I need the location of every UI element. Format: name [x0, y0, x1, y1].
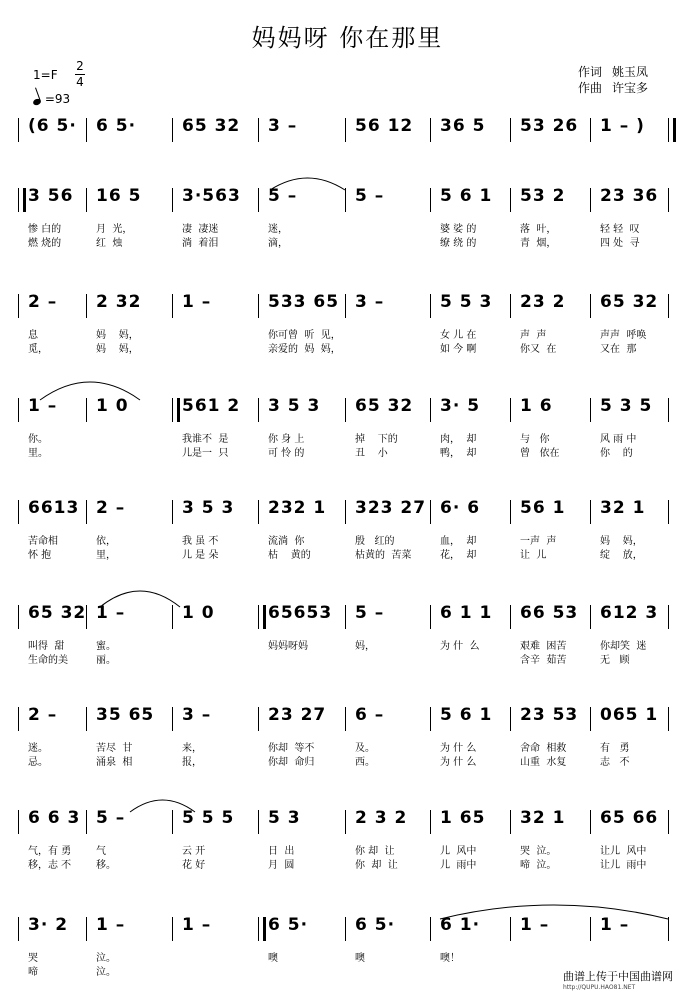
- measure-notes: 56 12: [355, 116, 414, 136]
- lyric-verse-1: 叫得 甜: [28, 641, 65, 652]
- lyric-verse-1: 你。: [28, 434, 48, 445]
- lyric-verse-1: 月 光，: [96, 224, 133, 235]
- lyricist-label: 作词: [578, 65, 603, 79]
- lyric-verse-2: 让 儿: [520, 550, 547, 561]
- lyric-verse-2: 花， 却: [440, 550, 477, 561]
- measure-notes: 6 5·: [355, 915, 396, 935]
- measure-notes: 3 56: [28, 186, 74, 206]
- measure-notes: 2 3 2: [355, 808, 408, 828]
- tempo-value: =93: [44, 92, 71, 106]
- lyric-verse-1: 轻 轻 叹: [600, 224, 640, 235]
- measure-notes: 3· 2: [28, 915, 69, 935]
- lyric-verse-2: 枯 黄的: [268, 550, 311, 561]
- measure-notes: 32 1: [600, 498, 646, 518]
- notation-line: [0, 705, 695, 768]
- measure-notes: 23 27: [268, 705, 327, 725]
- measure-notes: 6 5·: [96, 116, 137, 136]
- measure-notes: 5 6 1: [440, 705, 493, 725]
- measure-notes: 1 –: [96, 603, 126, 623]
- lyric-verse-2: 儿是一 只: [182, 448, 229, 459]
- lyric-verse-1: 掉 下的: [355, 434, 398, 445]
- measure-notes: 6 1 1: [440, 603, 493, 623]
- lyric-verse-2: 亲爱的 妈 妈，: [268, 344, 341, 355]
- measure-notes: 53 2: [520, 186, 566, 206]
- slur-marks: [0, 282, 695, 302]
- lyricist-line: [578, 64, 648, 80]
- lyric-verse-2: 移。: [96, 860, 116, 871]
- lyric-verse-2: 枯黄的 苦菜: [355, 550, 412, 561]
- lyric-verse-1: 血， 却: [440, 536, 477, 547]
- slur-marks: [0, 593, 695, 613]
- time-signature: [75, 60, 85, 89]
- lyric-verse-1: 与 你: [520, 434, 550, 445]
- slur-arc: [270, 178, 345, 190]
- lyric-verse-2: 儿 是 朵: [182, 550, 219, 561]
- lyric-verse-2: 让儿 雨中: [600, 860, 647, 871]
- lyric-verse-1: 你却 等不: [268, 743, 315, 754]
- lyric-verse-1: 艰难 困苦: [520, 641, 567, 652]
- notation-line: [0, 116, 695, 146]
- lyric-verse-2: 又在 那: [600, 344, 637, 355]
- lyric-verse-1: 声 声: [520, 330, 547, 341]
- lyric-verse-2: 淌 着泪: [182, 238, 219, 249]
- lyric-verse-2: 鸭， 却: [440, 448, 477, 459]
- lyric-verse-1: 妈妈呀妈: [268, 641, 308, 652]
- notation-line: [0, 808, 695, 871]
- measure-notes: 65 32: [600, 292, 659, 312]
- measure-notes: 5 –: [355, 603, 385, 623]
- lyric-verse-1: 哭: [28, 953, 38, 964]
- lyric-verse-2: 青 烟，: [520, 238, 557, 249]
- measure-notes: 23 36: [600, 186, 659, 206]
- measure-notes: 533 65: [268, 292, 340, 312]
- slur-marks: [0, 176, 695, 196]
- lyric-verse-1: 息: [28, 330, 38, 341]
- slur-arc: [440, 905, 668, 919]
- lyric-verse-2: 丽。: [96, 655, 116, 666]
- lyric-verse-1: 流淌 你: [268, 536, 305, 547]
- measure-notes: 1 – ): [600, 116, 645, 136]
- lyric-verse-2: 忌。: [28, 757, 48, 768]
- lyric-verse-2: 志 不: [600, 757, 630, 768]
- slur-marks: [0, 798, 695, 818]
- lyric-verse-2: 你又 在: [520, 344, 557, 355]
- lyric-verse-2: 报，: [182, 757, 202, 768]
- lyricist-name: 姚玉凤: [612, 65, 649, 79]
- lyric-verse-1: 婆 娑 的: [440, 224, 477, 235]
- notation-line: [0, 396, 695, 459]
- measure-notes: 612 3: [600, 603, 659, 623]
- measure-notes: 65 32: [182, 116, 241, 136]
- key-signature: 1=F: [33, 68, 58, 82]
- measure-notes: 5 5 3: [440, 292, 493, 312]
- measure-notes: 3 –: [268, 116, 298, 136]
- lyric-verse-1: 你却笑 迷: [600, 641, 647, 652]
- lyric-verse-1: 女 儿 在: [440, 330, 477, 341]
- lyric-verse-2: 四 处 寻: [600, 238, 640, 249]
- measure-notes: 1 –: [182, 292, 212, 312]
- measure-notes: 1 0: [96, 396, 129, 416]
- lyric-verse-1: 惨 白的: [28, 224, 62, 235]
- measure-notes: 2 –: [28, 705, 58, 725]
- lyric-verse-2: 缭 绕 的: [440, 238, 477, 249]
- lyric-verse-2: 曾 依在: [520, 448, 560, 459]
- lyric-verse-1: 风 雨 中: [600, 434, 637, 445]
- slur-arc: [100, 591, 180, 607]
- lyric-verse-2: 里。: [28, 448, 48, 459]
- lyric-verse-2: 移，志 不: [28, 860, 72, 871]
- measure-notes: 5 –: [355, 186, 385, 206]
- measure-notes: 23 2: [520, 292, 566, 312]
- lyric-verse-1: 苦命相: [28, 536, 58, 547]
- lyric-verse-2: 妈 妈，: [96, 344, 139, 355]
- lyric-verse-2: 可 怜 的: [268, 448, 305, 459]
- measure-notes: 2 –: [96, 498, 126, 518]
- credits: [578, 64, 648, 96]
- lyric-verse-1: 肉， 却: [440, 434, 477, 445]
- site-footer: [563, 968, 673, 991]
- measure-notes: 5 6 1: [440, 186, 493, 206]
- lyric-verse-1: 云 开: [182, 846, 206, 857]
- composer-label: 作曲: [578, 81, 603, 95]
- composer-line: [578, 80, 648, 96]
- measure-notes: 6 5·: [268, 915, 309, 935]
- measure-notes: 56 1: [520, 498, 566, 518]
- measure-notes: 65653: [268, 603, 333, 623]
- lyric-verse-2: 啼: [28, 967, 38, 978]
- lyric-verse-1: 日 出: [268, 846, 295, 857]
- lyric-verse-1: 蜜。: [96, 641, 116, 652]
- lyric-verse-2: 啼 泣。: [520, 860, 557, 871]
- measure-notes: 1 –: [182, 915, 212, 935]
- measure-notes: 5 3 5: [600, 396, 653, 416]
- measure-notes: 2 32: [96, 292, 142, 312]
- lyric-verse-2: 涌泉 相: [96, 757, 133, 768]
- measure-notes: 561 2: [182, 396, 241, 416]
- measure-notes: 65 66: [600, 808, 659, 828]
- lyric-verse-2: 为 什 么: [440, 757, 477, 768]
- lyric-verse-2: 含辛 茹苦: [520, 655, 567, 666]
- lyric-verse-1: 来，: [182, 743, 202, 754]
- measure-notes: 36 5: [440, 116, 486, 136]
- measure-notes: 53 26: [520, 116, 579, 136]
- lyric-verse-2: 滴，: [268, 238, 288, 249]
- notation-line: [0, 498, 695, 561]
- lyric-verse-1: 妈，: [355, 641, 375, 652]
- measure-notes: 35 65: [96, 705, 155, 725]
- song-title: 妈妈呀 你在那里: [251, 24, 444, 52]
- slur-marks: [0, 695, 695, 715]
- lyric-verse-1: 依，: [96, 536, 116, 547]
- slur-marks: [0, 386, 695, 406]
- measure-notes: 66 53: [520, 603, 579, 623]
- lyric-verse-1: 迷。: [28, 743, 48, 754]
- notation-line: [0, 186, 695, 249]
- lyric-verse-2: 花 好: [182, 860, 206, 871]
- measure-notes: 065 1: [600, 705, 659, 725]
- lyric-verse-2: 红 烛: [96, 238, 123, 249]
- measure-notes: 6613: [28, 498, 80, 518]
- lyric-verse-2: 儿 雨中: [440, 860, 477, 871]
- lyric-verse-2: 生命的美: [28, 655, 68, 666]
- slur-arc: [130, 800, 195, 812]
- measure-notes: 6 –: [355, 705, 385, 725]
- lyric-verse-1: 让儿 风中: [600, 846, 647, 857]
- measure-notes: 3 5 3: [268, 396, 321, 416]
- lyric-verse-1: 噢: [355, 953, 365, 964]
- lyric-verse-1: 噢: [268, 953, 278, 964]
- lyric-verse-1: 你 却 让: [355, 846, 395, 857]
- lyric-verse-1: 气，有 勇: [28, 846, 72, 857]
- measure-notes: 2 –: [28, 292, 58, 312]
- lyric-verse-2: 无 顾: [600, 655, 630, 666]
- lyric-verse-1: 迷，: [268, 224, 288, 235]
- measure-notes: 5 5 5: [182, 808, 235, 828]
- notation-line: [0, 292, 695, 355]
- lyric-verse-1: 我谁不 是: [182, 434, 229, 445]
- lyric-verse-2: 里，: [96, 550, 116, 561]
- lyric-verse-2: 绽 放，: [600, 550, 643, 561]
- lyric-verse-1: 噢！: [440, 953, 460, 964]
- measure-notes: 16 5: [96, 186, 142, 206]
- lyric-verse-2: 你却 命归: [268, 757, 315, 768]
- footer-text: 曲谱上传于中国曲谱网: [563, 970, 673, 983]
- lyric-verse-1: 有 勇: [600, 743, 630, 754]
- lyric-verse-1: 为 什 么: [440, 743, 477, 754]
- slur-marks: [0, 106, 695, 126]
- lyric-verse-1: 哭 泣。: [520, 846, 557, 857]
- measure-notes: 65 32: [28, 603, 87, 623]
- measure-notes: 65 32: [355, 396, 414, 416]
- lyric-verse-1: 妈 妈，: [96, 330, 139, 341]
- quarter-note-icon: [32, 98, 42, 106]
- measure-notes: 3 –: [355, 292, 385, 312]
- lyric-verse-1: 声声 呼唤: [600, 330, 647, 341]
- lyric-verse-2: 月 圆: [268, 860, 295, 871]
- lyric-verse-1: 气: [96, 846, 106, 857]
- measure-notes: 32 1: [520, 808, 566, 828]
- measure-notes: 5 –: [96, 808, 126, 828]
- footer-url: http://QUPU.HAO81.NET: [563, 984, 636, 991]
- measure-notes: (6 5·: [28, 116, 77, 136]
- measure-notes: 3·563: [182, 186, 241, 206]
- composer-name: 许宝多: [612, 81, 649, 95]
- lyric-verse-2: 泣。: [96, 967, 116, 978]
- measure-notes: 3 –: [182, 705, 212, 725]
- lyric-verse-1: 你可曾 听 见，: [268, 330, 341, 341]
- lyric-verse-1: 一声 声: [520, 536, 557, 547]
- lyric-verse-1: 殷 红的: [355, 536, 395, 547]
- lyric-verse-2: 燃 烧的: [28, 238, 62, 249]
- lyric-verse-1: 为 什 么: [440, 641, 480, 652]
- lyric-verse-1: 泣。: [96, 953, 116, 964]
- lyric-verse-2: 你 的: [600, 448, 633, 459]
- measure-notes: 1 65: [440, 808, 486, 828]
- tempo-marking: [33, 92, 70, 106]
- lyric-verse-2: 如 今 啊: [440, 344, 477, 355]
- measure-notes: 1 –: [600, 915, 630, 935]
- lyric-verse-1: 落 叶，: [520, 224, 557, 235]
- time-denominator: 4: [76, 75, 84, 89]
- lyric-verse-1: 儿 风中: [440, 846, 477, 857]
- lyric-verse-1: 我 虽 不: [182, 536, 219, 547]
- lyric-verse-2: 西。: [355, 757, 375, 768]
- measure-notes: 5 3: [268, 808, 301, 828]
- measure-notes: 1 0: [182, 603, 215, 623]
- measure-notes: 6 1·: [440, 915, 481, 935]
- lyric-verse-1: 凄 凄迷: [182, 224, 219, 235]
- measure-notes: 23 53: [520, 705, 579, 725]
- lyric-verse-1: 你 身 上: [268, 434, 305, 445]
- measure-notes: 5 –: [268, 186, 298, 206]
- measure-notes: 3· 5: [440, 396, 481, 416]
- lyric-verse-2: 觅，: [28, 344, 48, 355]
- slur-marks: [0, 905, 695, 925]
- lyric-verse-2: 你 却 让: [355, 860, 398, 871]
- measure-notes: 6 6 3: [28, 808, 81, 828]
- measure-notes: 6· 6: [440, 498, 481, 518]
- slur-marks: [0, 488, 695, 508]
- measure-notes: 1 –: [96, 915, 126, 935]
- measure-notes: 323 27: [355, 498, 427, 518]
- lyric-verse-1: 苦尽 甘: [96, 743, 133, 754]
- lyric-verse-2: 山重 水复: [520, 757, 567, 768]
- lyric-verse-1: 及。: [355, 743, 375, 754]
- measure-notes: 3 5 3: [182, 498, 235, 518]
- measure-notes: 1 –: [28, 396, 58, 416]
- measure-notes: 1 –: [520, 915, 550, 935]
- lyric-verse-1: 舍命 相救: [520, 743, 567, 754]
- measure-notes: 1 6: [520, 396, 553, 416]
- measure-notes: 232 1: [268, 498, 327, 518]
- lyric-verse-2: 丑 小: [355, 448, 388, 459]
- notation-line: [0, 603, 695, 666]
- time-numerator: 2: [76, 59, 84, 73]
- slur-arc: [40, 382, 140, 400]
- lyric-verse-1: 妈 妈，: [600, 536, 643, 547]
- lyric-verse-2: 怀 抱: [28, 550, 52, 561]
